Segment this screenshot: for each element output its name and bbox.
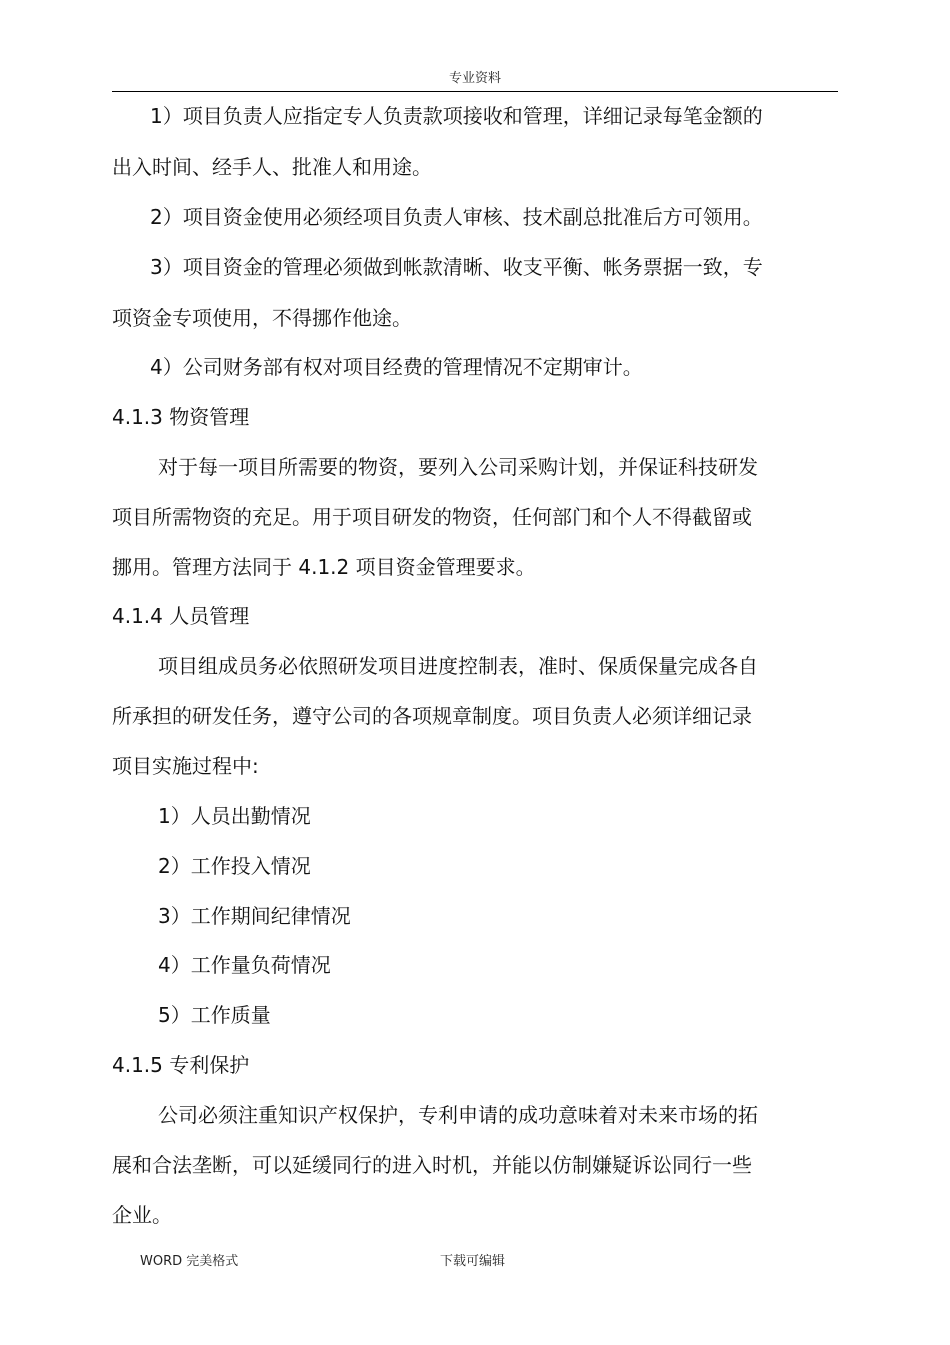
- list-item: 5）工作质量: [158, 1003, 271, 1027]
- text-line: 项资金专项使用，不得挪作他途。: [112, 306, 412, 330]
- text-line: 项目组成员务必依照研发项目进度控制表，准时、保质保量完成各自: [158, 654, 758, 678]
- list-item: 2）工作投入情况: [158, 854, 311, 878]
- text-line: 项目实施过程中:: [112, 754, 259, 778]
- text-line: 项目所需物资的充足。用于项目研发的物资，任何部门和个人不得截留或: [112, 505, 752, 529]
- header-rule: [112, 91, 838, 92]
- text-line: 所承担的研发任务，遵守公司的各项规章制度。项目负责人必须详细记录: [112, 704, 752, 728]
- footer-left-text: WORD 完美格式: [140, 1254, 239, 1269]
- text-line: 企业。: [112, 1203, 172, 1227]
- section-heading: 4.1.5 专利保护: [112, 1053, 250, 1077]
- text-line: 挪用。管理方法同于 4.1.2 项目资金管理要求。: [112, 555, 536, 579]
- section-heading: 4.1.4 人员管理: [112, 604, 250, 628]
- text-line: 2）项目资金使用必须经项目负责人审核、技术副总批准后方可领用。: [150, 205, 763, 229]
- text-line: 3）项目资金的管理必须做到帐款清晰、收支平衡、帐务票据一致，专: [150, 255, 763, 279]
- text-line: 4）公司财务部有权对项目经费的管理情况不定期审计。: [150, 355, 643, 379]
- list-item: 4）工作量负荷情况: [158, 953, 331, 977]
- text-line: 公司必须注重知识产权保护，专利申请的成功意味着对未来市场的拓: [158, 1103, 758, 1127]
- list-item: 1）人员出勤情况: [158, 804, 311, 828]
- text-line: 展和合法垄断，可以延缓同行的进入时机，并能以仿制嫌疑诉讼同行一些: [112, 1153, 752, 1177]
- section-heading: 4.1.3 物资管理: [112, 405, 250, 429]
- text-line: 出入时间、经手人、批准人和用途。: [112, 155, 432, 179]
- text-line: 1）项目负责人应指定专人负责款项接收和管理，详细记录每笔金额的: [150, 104, 763, 128]
- text-line: 对于每一项目所需要的物资，要列入公司采购计划，并保证科技研发: [158, 455, 758, 479]
- page-header: 专业资料: [448, 71, 501, 86]
- footer-right-text: 下载可编辑: [440, 1254, 506, 1269]
- list-item: 3）工作期间纪律情况: [158, 904, 351, 928]
